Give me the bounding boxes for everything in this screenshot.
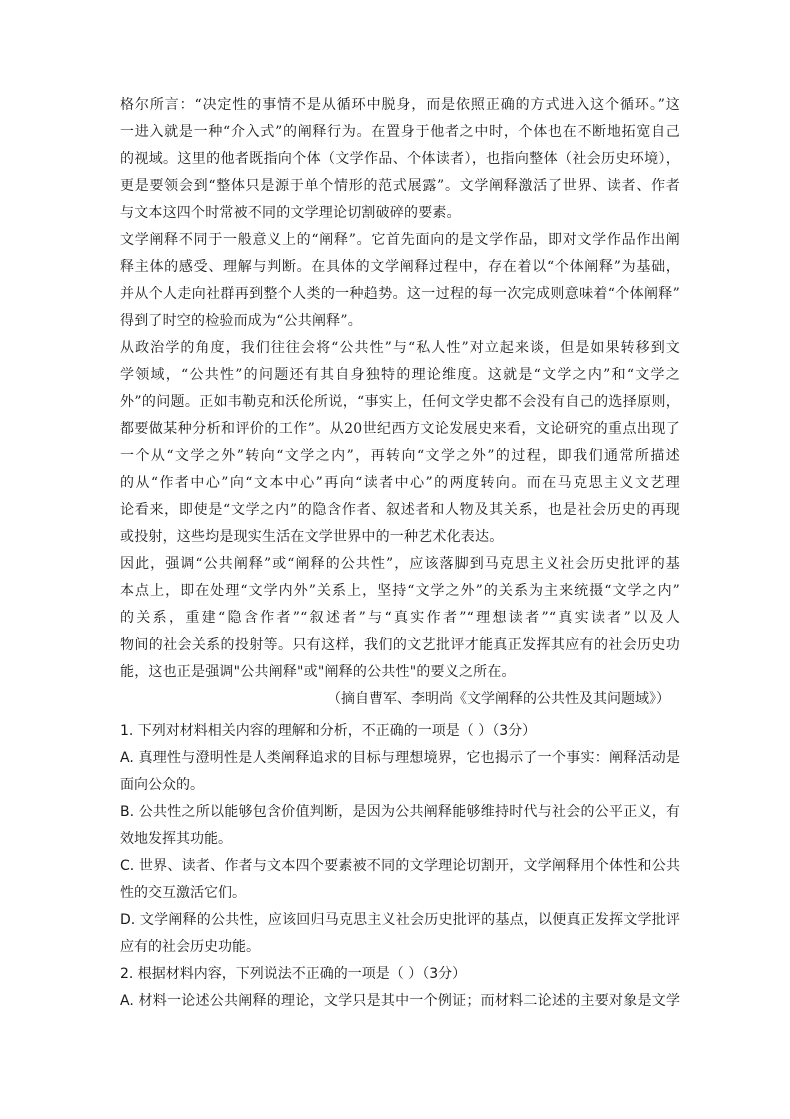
reading-passage: [120, 92, 680, 713]
option-a: [120, 745, 680, 799]
option-text-line: D. 文学阐释的公共性，应该回归马克思主义社会历史批评的基点，以便真正发挥文学批评: [120, 912, 680, 928]
option-b: [120, 799, 680, 853]
option-text-line: B. 公共性之所以能够包含价值判断，是因为公共阐释能够维持时代与社会的公平正义，有: [120, 804, 680, 820]
option-text-line: A. 材料一论述公共阐释的理论，文学只是其中一个例证；而材料二论述的主要对象是文学: [120, 993, 680, 1009]
text-line: 论看来，即使是“文学之内”的隐含作者、叙述者和人物及其关系，也是社会历史的再现: [120, 502, 680, 518]
text-line: 本点上，即在处理“文学内外”关系上，坚持“文学之外”的关系为主来统摄“文学之内”: [120, 583, 680, 599]
text-line: 格尔所言：“决定性的事情不是从循环中脱身，而是依照正确的方式进入这个循环。”这: [120, 97, 680, 113]
option-text-line: C. 世界、读者、作者与文本四个要素被不同的文学理论切割开，文学阐释用个体性和公共: [120, 858, 680, 874]
text-line: 并从个人走向社群再到整个人类的一种趋势。这一过程的每一次完成则意味着“个体阐释”: [120, 286, 680, 302]
question-stem: 2. 根据材料内容，下列说法不正确的一项是（ ）（3分）: [120, 966, 467, 982]
text-line: 与文本这四个时常被不同的文学理论切割破碎的要素。: [120, 205, 461, 221]
text-line: 从政治学的角度，我们往往会将“公共性”与“私人性”对立起来谈，但是如果转移到文: [120, 340, 680, 356]
text-line: 学领域，“公共性”的问题还有其自身独特的理论维度。这就是“文学之内”和“文学之: [120, 367, 680, 383]
text-line: 外”的问题。正如韦勒克和沃伦所说，“事实上，任何文学史都不会没有自己的选择原则，: [120, 394, 680, 410]
question-stem: 1. 下列对材料相关内容的理解和分析，不正确的一项是（ ）（3分）: [120, 723, 537, 739]
passage-paragraph: [120, 227, 680, 335]
option-c: [120, 853, 680, 907]
passage-paragraph: [120, 551, 680, 686]
question-item: [120, 718, 680, 961]
passage-paragraph: [120, 335, 680, 551]
text-line: 更是要领会到“整体只是源于单个情形的范式展露”。文学阐释激活了世界、读者、作者: [120, 178, 680, 194]
text-line: 或投射，这些均是现实生活在文学世界中的一种艺术化表达。: [120, 529, 504, 545]
text-line: 释主体的感受、理解与判断。在具体的文学阐释过程中，存在着以“个体阐释”为基础，: [120, 259, 680, 275]
text-line: 一进入就是一种“介入式”的阐释行为。在置身于他者之中时，个体也在不断地拓宽自己: [120, 124, 680, 140]
text-line: 的从“作者中心”向“文本中心”再向“读者中心”的两度转向。而在马克思主义文艺理: [120, 475, 680, 491]
source-citation: （摘自曹军、李明尚《文学阐释的公共性及其问题域》）: [327, 691, 670, 707]
option-a: [120, 988, 680, 1015]
text-line: 文学阐释不同于一般意义上的“阐释”。它首先面向的是文学作品，即对文学作品作出阐: [120, 232, 680, 248]
option-text-line: 效地发挥其功能。: [120, 831, 232, 847]
text-line: 物间的社会关系的投射等。只有这样，我们的文艺批评才能真正发挥其应有的社会历史功: [120, 637, 680, 653]
text-line: 得到了时空的检验而成为“公共阐释”。: [120, 313, 362, 329]
text-line: 因此，强调“公共阐释”或“阐释的公共性”，应该落脚到马克思主义社会历史批评的基: [120, 556, 680, 572]
option-text-line: 应有的社会历史功能。: [120, 939, 260, 955]
text-line: 都要做某种分析和评价的工作”。从20世纪西方文论发展史来看，文论研究的重点出现了: [120, 421, 680, 437]
text-line: 能，这也正是强调"公共阐释"或"阐释的公共性"的要义之所在。: [120, 664, 516, 680]
option-text-line: 面向公众的。: [120, 777, 204, 793]
text-line: 的视域。这里的他者既指向个体（文学作品、个体读者），也指向整体（社会历史环境），: [120, 151, 680, 167]
option-d: [120, 907, 680, 961]
questions-section: [120, 718, 680, 1015]
option-text-line: A. 真理性与澄明性是人类阐释追求的目标与理想境界，它也揭示了一个事实：阐释活动是: [120, 750, 680, 766]
option-text-line: 性的交互激活它们。: [120, 885, 246, 901]
question-item: [120, 961, 680, 1015]
passage-paragraph: [120, 92, 680, 227]
text-line: 的关系，重建“隐含作者”“叙述者”与“真实作者”“理想读者”“真实读者”以及人: [120, 610, 680, 626]
text-line: 一个从“文学之外”转向“文学之内”，再转向“文学之外”的过程，即我们通常所描述: [120, 448, 680, 464]
